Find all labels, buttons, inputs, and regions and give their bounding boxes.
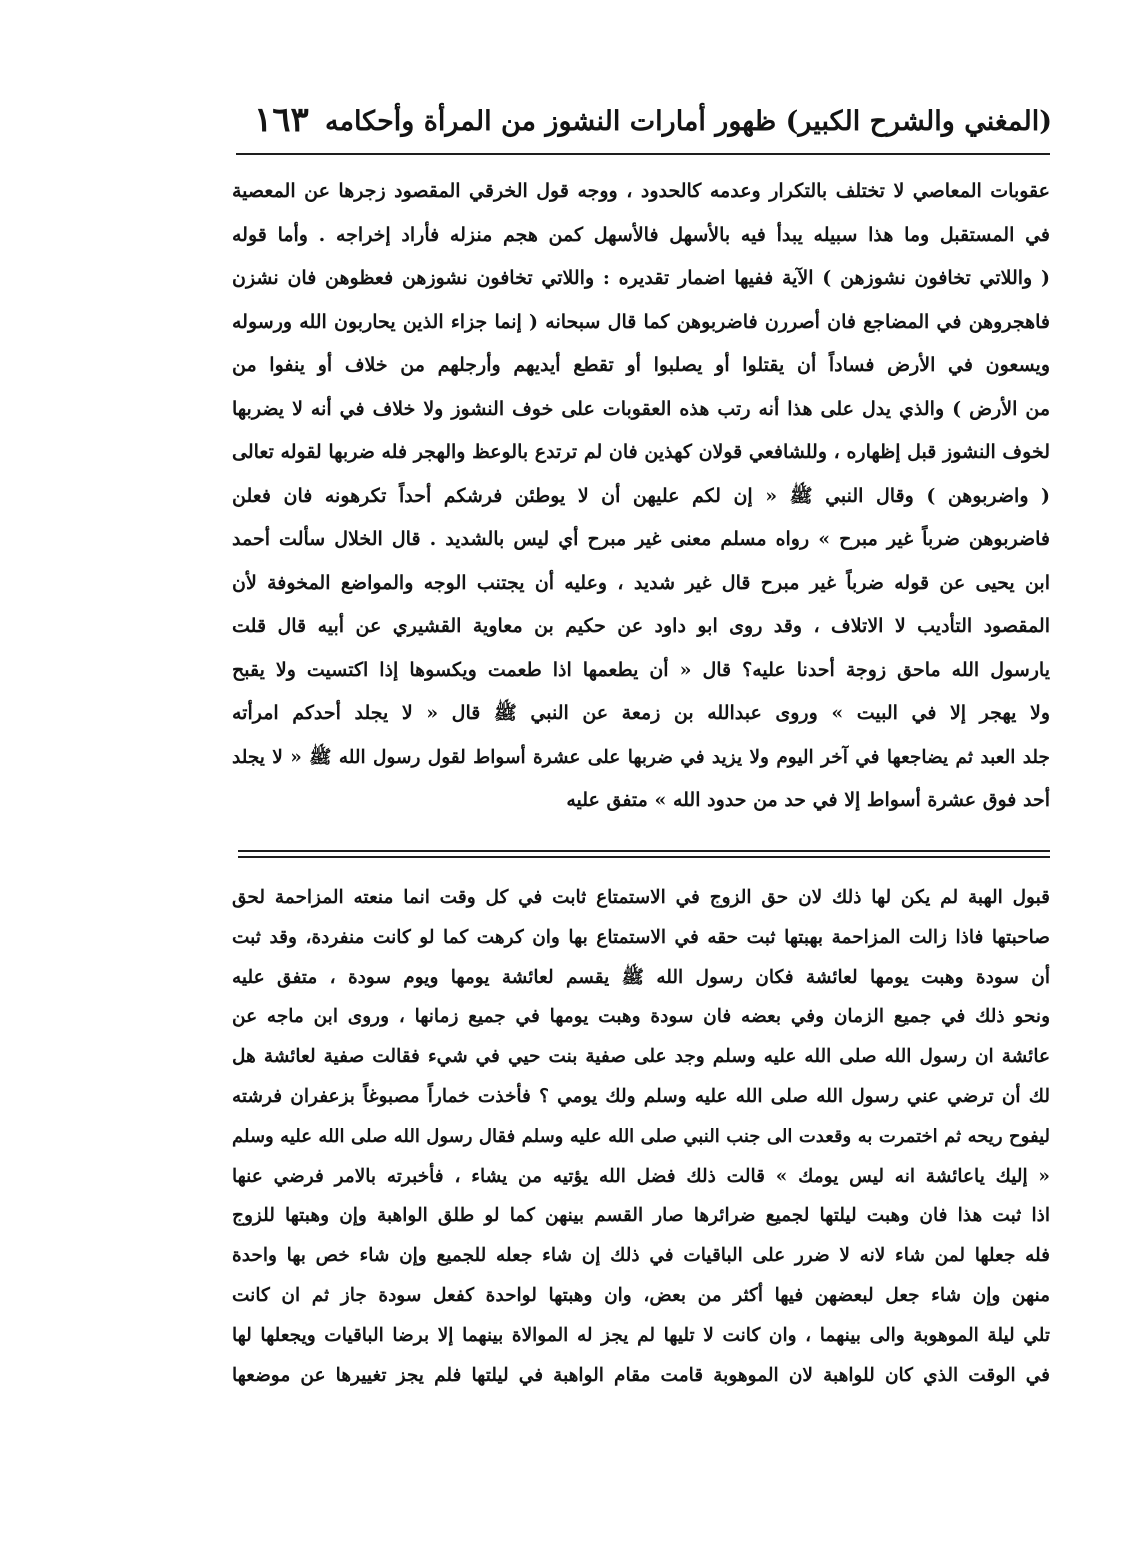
footnote-line: عائشة ان رسول الله صلى الله عليه وسلم وجد على صفية بنت حيي في شيء فقالت صفية لعائشة هل: [232, 1046, 1050, 1068]
header-rule: [236, 153, 1050, 155]
footnote-line: أن سودة وهبت يومها لعائشة فكان رسول الله ﷺ يقسم لعائشة يومها ويوم سودة ، متفق عليه: [232, 966, 1050, 988]
text-line: لخوف النشوز قبل إظهاره ، وللشافعي قولان كهذين فان لم ترتدع بالوعظ والهجر فله ضربها لقوله تعالى: [232, 441, 1050, 463]
footnote-line: « إليك ياعائشة انه ليس يومك » قالت ذلك فضل الله يؤتيه من يشاء ، فأخبرته بالامر فرضي عنها: [232, 1165, 1050, 1187]
footnote-line: قبول الهبة لم يكن لها ذلك لان حق الزوج في الاستمتاع ثابت في كل وقت انما منعته المزاحمة لحق: [232, 887, 1050, 908]
text-line: ( واللاتي تخافون نشوزهن ) الآية ففيها اضمار تقديره : واللاتي تخافون نشوزهن فعظوهن فان نشزن: [232, 267, 1050, 289]
page-header: [232, 100, 1052, 152]
text-line: يارسول الله ماحق زوجة أحدنا عليه؟ قال « أن يطعمها اذا طعمت ويكسوها إذا اكتسيت ولا يقبح: [232, 658, 1050, 681]
text-line: ويسعون في الأرض فساداً أن يقتلوا أو يصلبوا أو تقطع أيديهم وأرجلهم من خلاف أو ينفوا من: [232, 354, 1050, 376]
footnote-line: تلي ليلة الموهوبة والى بينهما ، وان كانت لا تليها لم يجز له الموالاة بينهما إلا برضا الباقيات ويجعلها لها: [232, 1324, 1050, 1346]
text-line: جلد العبد ثم يضاجعها في آخر اليوم ولا يزيد في ضربها على عشرة أسواط لقول رسول الله ﷺ « لا يجلد: [232, 746, 1050, 768]
text-line: ( واضربوهن ) وقال النبي ﷺ « إن لكم عليهن أن لا يوطئن فرشكم أحداً تكرهونه فان فعلن: [232, 484, 1050, 507]
running-title: (المغني والشرح الكبير) ظهور أمارات النشوز من المرأة وأحكامه: [325, 106, 1052, 137]
text-line: ولا يهجر إلا في البيت » وروى عبدالله بن زمعة عن النبي ﷺ قال « لا يجلد أحدكم امرأته: [232, 702, 1050, 724]
text-line: من الأرض ) والذي يدل على هذا أنه رتب هذه العقوبات على خوف النشوز ولا خلاف في أنه لا يضربها: [232, 397, 1050, 420]
text-line: فاضربوهن ضرباً غير مبرح » رواه مسلم معنى غير مبرح أي ليس بالشديد . قال الخلال سألت أحمد: [232, 528, 1050, 550]
text-line: أحد فوق عشرة أسواط إلا في حد من حدود الله » متفق عليه: [566, 789, 1050, 811]
page-number: ١٦٣: [254, 100, 309, 140]
text-line: المقصود التأديب لا الاتلاف ، وقد روى ابو داود عن حكيم بن معاوية القشيري عن أبيه قال قلت: [232, 615, 1050, 637]
text-line: فاهجروهن في المضاجع فان أصررن فاضربوهن كما قال سبحانه ( إنما جزاء الذين يحاربون الله ورسوله: [232, 310, 1050, 333]
footnote-line: ونحو ذلك في جميع الزمان وفي بعضه فان سودة وهبت يومها في جميع زمانها ، وروى ابن ماجه عن: [232, 1006, 1050, 1028]
footnote-line: ليفوح ريحه ثم اختمرت به وقعدت الى جنب النبي صلى الله عليه وسلم فقال رسول الله صلى الله عليه وسلم: [232, 1125, 1050, 1147]
main-text: [232, 170, 1050, 823]
footnote-line: منهن وإن شاء جعل لبعضهن فيها أكثر من بعض، وان وهبتها لواحدة كفعل سودة جاز ثم ان كانت: [232, 1284, 1050, 1306]
footnote-separator: [238, 856, 1050, 858]
footnote-line: صاحبتها فاذا زالت المزاحمة بهبتها ثبت حقه في الاستمتاع بها وان كرهت كما لو كانت منفردة، وقد ثبت: [232, 926, 1050, 948]
text-line: في المستقبل وما هذا سبيله يبدأ فيه بالأسهل فالأسهل كمن هجم منزله فأراد إخراجه . وأما قوله: [232, 223, 1050, 246]
text-line: ابن يحيى عن قوله ضرباً غير مبرح قال غير شديد ، وعليه أن يجتنب الوجه والمواضع المخوفة لأن: [232, 571, 1050, 594]
footnotes-text: [232, 878, 1050, 1395]
footnote-line: فله جعلها لمن شاء لانه لا ضرر على الباقيات في ذلك إن شاء جعله للجميع وإن شاء خص بها واحدة: [232, 1245, 1050, 1267]
text-line: عقوبات المعاصي لا تختلف بالتكرار وعدمه كالحدود ، ووجه قول الخرقي المقصود زجرها عن المعصية: [232, 180, 1050, 202]
footnote-separator: [238, 850, 1050, 852]
footnote-line: في الوقت الذي كان للواهبة لان الموهوبة قامت مقام الواهبة في ليلتها فلم يجز تغييرها عن موضعها: [232, 1364, 1050, 1386]
footnote-line: لك أن ترضي عني رسول الله صلى الله عليه وسلم ولك يومي ؟ فأخذت خماراً مصبوغاً بزعفران فرشته: [232, 1085, 1050, 1107]
footnote-line: اذا ثبت هذا فان وهبت ليلتها لجميع ضرائرها صار القسم بينهن كما لو طلق الواهبة وإن وهبتها للزوج: [232, 1205, 1050, 1227]
